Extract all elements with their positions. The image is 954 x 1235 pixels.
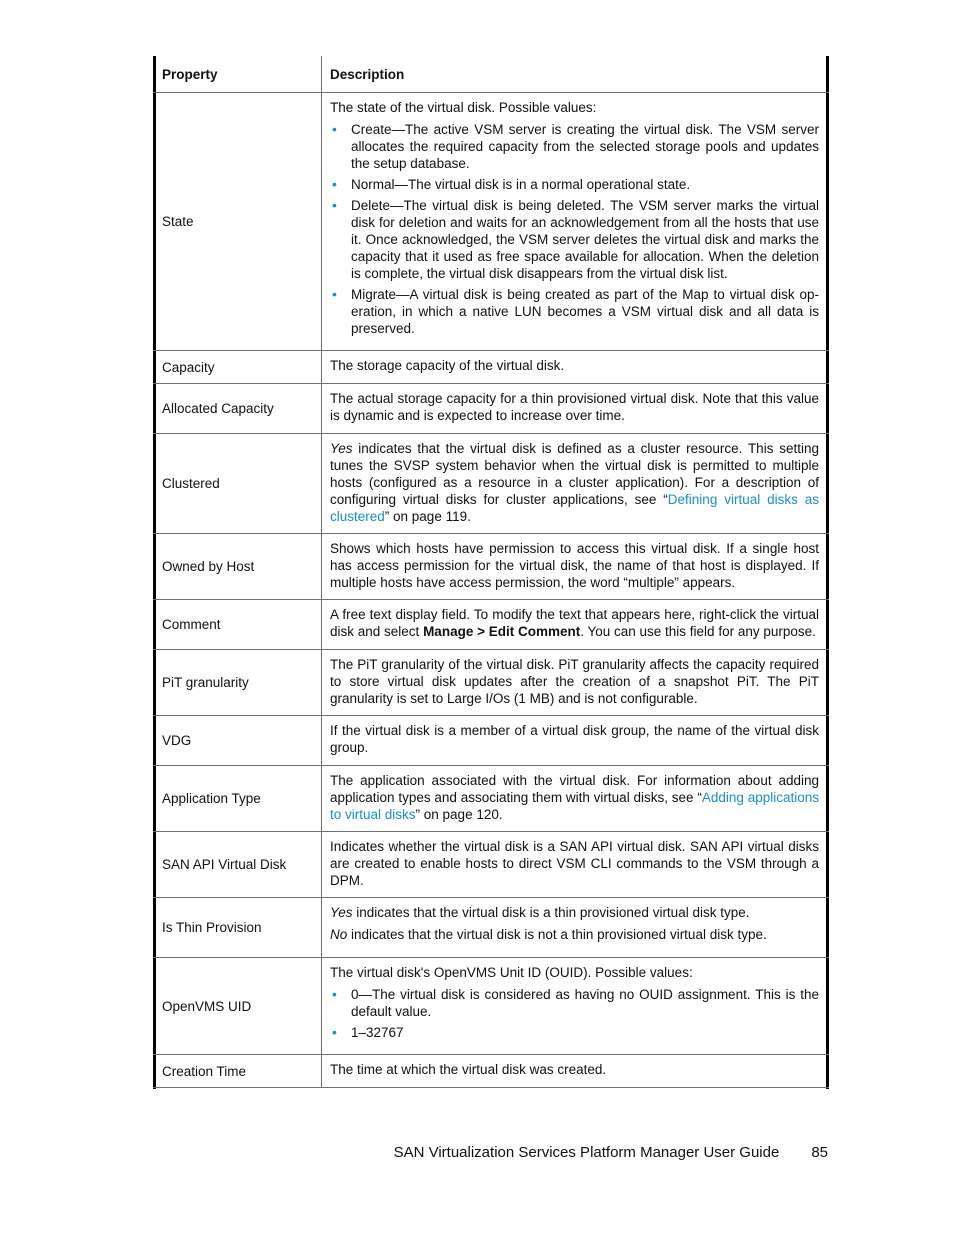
property-description: If the virtual disk is a member of a virtual disk group, the name of the virtual disk group.	[330, 723, 819, 755]
yes-term: Yes	[330, 905, 353, 920]
yes-term: Yes	[330, 441, 353, 456]
property-description: Shows which hosts have permission to access this virtual disk. If a single host has access permission for the virtual disk, the name of that host is displayed. If multiple hosts have access permission, the word “multiple” appears.	[330, 541, 819, 590]
property-name: SAN API Virtual Disk	[153, 832, 322, 897]
thin-yes-desc: indicates that the virtual disk is a thin provisioned virtual disk type.	[352, 905, 750, 920]
comment-desc-b: . You can use this field for any purpose.	[580, 624, 816, 639]
list-item: • Delete—The virtual disk is being deleted. The VSM server marks the virtual disk for deletion and waits for an acknowledgement from all the hosts that use it. Once acknowledged, the VSM server deletes the virtual disk and marks the capacity that it used as free space available for allocation. When the deletion is complete, the virtual disk disappears from the virtual disk list.	[330, 197, 819, 282]
property-description	[322, 600, 829, 640]
property-description	[322, 93, 829, 341]
table-row-san-api-virtual-disk	[153, 832, 829, 898]
table-row-clustered	[153, 434, 829, 534]
table-row-comment	[153, 600, 829, 650]
adding-applications-link[interactable]: Adding applications to virtual disks	[330, 790, 819, 822]
property-name: VDG	[153, 716, 322, 765]
table-row-owned-by-host	[153, 534, 829, 600]
table-row-vdg	[153, 716, 829, 766]
property-description: Indicates whether the virtual disk is a SAN API virtual disk. SAN API virtual disks are created to enable hosts to direct VSM CLI commands to the VSM through a DPM.	[330, 839, 819, 888]
header-property: Property	[153, 56, 322, 92]
list-item: • Migrate—A virtual disk is being created as part of the Map to virtual disk op-eration, in which a native LUN becomes a VSM virtual disk and all data is preserved.	[330, 286, 819, 337]
property-name: Allocated Capacity	[153, 384, 322, 433]
list-item: • Normal—The virtual disk is in a normal operational state.	[330, 176, 819, 193]
property-name: Application Type	[153, 766, 322, 831]
property-name: Creation Time	[153, 1055, 322, 1087]
table-row-creation-time	[153, 1055, 829, 1088]
property-description	[322, 898, 829, 948]
state-intro: The state of the virtual disk. Possible values:	[330, 100, 597, 115]
property-name: State	[153, 93, 322, 350]
property-name: Owned by Host	[153, 534, 322, 599]
property-description: The time at which the virtual disk was created.	[330, 1062, 607, 1077]
defining-clustered-link[interactable]: Defining virtual disks as clustered	[330, 492, 819, 524]
guide-title: SAN Virtualization Services Platform Manager User Guide	[393, 1144, 780, 1161]
property-name: OpenVMS UID	[153, 958, 322, 1054]
table-row-openvms-uid	[153, 958, 829, 1055]
property-description	[322, 434, 829, 525]
property-name: Clustered	[153, 434, 322, 533]
property-name: Comment	[153, 600, 322, 649]
comment-desc-a: A free text display field. To modify the text that appears here, right-click the virtual disk and select	[330, 607, 819, 639]
table-row-application-type	[153, 766, 829, 832]
apptype-desc-b: ” on page 120.	[415, 807, 503, 822]
clustered-desc-a: indicates that the virtual disk is defined as a cluster resource. This setting tunes the SVSP system behavior when the virtual disk is permitted to multiple hosts (configured as a resource in a cluster application). For a description of configuring virtual disks for cluster applications, see “	[330, 441, 819, 507]
property-description: The actual storage capacity for a thin provisioned virtual disk. Note that this value is dynamic and is expected to increase over time.	[330, 391, 819, 423]
openvms-intro: The virtual disk's OpenVMS Unit ID (OUID). Possible values:	[330, 965, 693, 980]
property-description: The storage capacity of the virtual disk.	[330, 358, 565, 373]
property-name: PiT granularity	[153, 650, 322, 715]
table-row-allocated-capacity	[153, 384, 829, 434]
property-table	[153, 56, 829, 1089]
property-description: The PiT granularity of the virtual disk. PiT granularity affects the capacity required to store virtual disk updates after the creation of a snapshot PiT. The PiT granularity is set to Large I/Os (1 MB) and is not configurable.	[330, 657, 819, 706]
list-item: • 1–32767	[330, 1024, 819, 1041]
clustered-desc-b: ” on page 119.	[384, 509, 471, 524]
table-row-pit-granularity	[153, 650, 829, 716]
thin-no-line	[330, 926, 819, 943]
list-item: • 0—The virtual disk is considered as having no OUID assignment. This is the default value.	[330, 986, 819, 1020]
no-term: No	[330, 927, 348, 942]
thin-yes-line	[330, 904, 819, 921]
table-row-capacity	[153, 351, 829, 384]
state-values-list	[330, 121, 819, 337]
apptype-desc-a: The application associated with the virtual disk. For information about adding application types and associating them with virtual disks, see “	[330, 773, 819, 805]
menu-path: Manage > Edit Comment	[423, 624, 581, 639]
table-header-row	[153, 56, 829, 93]
property-description	[322, 958, 829, 1045]
thin-no-desc: indicates that the virtual disk is not a thin provisioned virtual disk type.	[347, 927, 767, 942]
table-row-state	[153, 93, 829, 351]
table-row-is-thin-provision	[153, 898, 829, 958]
page-footer	[360, 1144, 828, 1161]
page-number: 85	[811, 1144, 828, 1161]
list-item: • Create—The active VSM server is creating the virtual disk. The VSM server allocates the required capacity from the selected storage pools and updates the setup database.	[330, 121, 819, 172]
property-name: Capacity	[153, 351, 322, 383]
property-name: Is Thin Provision	[153, 898, 322, 957]
openvms-values-list	[330, 986, 819, 1041]
header-description: Description	[330, 66, 405, 82]
property-description	[322, 766, 829, 823]
